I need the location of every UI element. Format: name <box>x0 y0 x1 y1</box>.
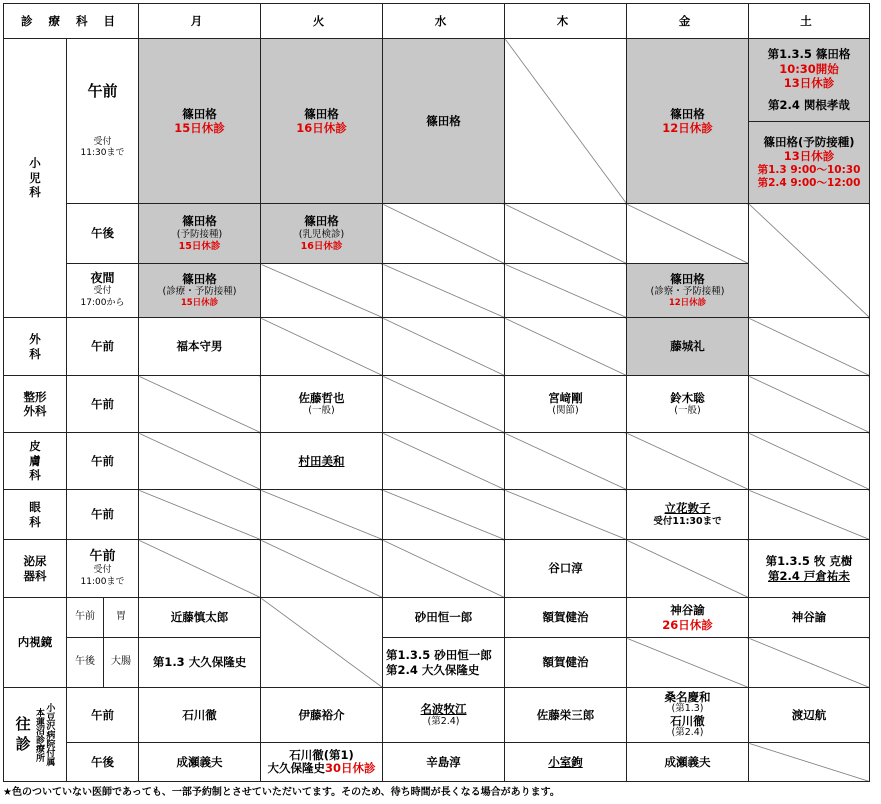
slot-eye-am: 午前 <box>67 490 139 540</box>
endo-pm-sat-empty <box>749 638 870 688</box>
ped-night-wed-empty <box>383 264 505 318</box>
dept-endo: 内視鏡 <box>4 598 67 688</box>
home-am-fri: 桑名慶和 (第1.3) 石川徹 (第2.4) <box>627 688 749 743</box>
home-am-wed: 名波牧江 (第2.4) <box>383 688 505 743</box>
ortho-mon-empty <box>139 376 261 433</box>
eye-thu-empty <box>505 490 627 540</box>
derma-mon-empty <box>139 433 261 490</box>
ped-pm-sat-empty <box>749 204 870 318</box>
ortho-thu: 宮﨑剛 (関節) <box>505 376 627 433</box>
slot-home-am: 午前 <box>67 688 139 743</box>
slot-ortho-am: 午前 <box>67 376 139 433</box>
ped-am-wed: 篠田格 <box>383 39 505 204</box>
endo-tue-empty <box>261 598 383 688</box>
home-pm-sat-empty <box>749 743 870 782</box>
ped-night-thu-empty <box>505 264 627 318</box>
ped-night-tue-empty <box>261 264 383 318</box>
dept-uro: 泌尿 器科 <box>4 540 67 598</box>
ped-am-fri: 篠田格 12日休診 <box>627 39 749 204</box>
endo-am-fri: 神谷諭 26日休診 <box>627 598 749 638</box>
derma-thu-empty <box>505 433 627 490</box>
uro-fri-empty <box>627 540 749 598</box>
endo-pm-mon: 第1.3 大久保隆史 <box>139 638 261 688</box>
home-am-thu: 佐藤栄三郎 <box>505 688 627 743</box>
surgery-mon: 福本守男 <box>139 318 261 376</box>
slot-surgery-am: 午前 <box>67 318 139 376</box>
slot-pediatrics-am: 午前 受付 11:30まで <box>67 39 139 204</box>
endo-am-sat: 神谷諭 <box>749 598 870 638</box>
ped-am-thu-empty <box>505 39 627 204</box>
slot-uro-am: 午前 受付 11:00まで <box>67 540 139 598</box>
ped-pm-tue: 篠田格 (乳児検診) 16日休診 <box>261 204 383 264</box>
ped-night-fri: 篠田格 (診察・予防接種) 12日休診 <box>627 264 749 318</box>
surgery-fri: 藤城礼 <box>627 318 749 376</box>
dept-ortho: 整形 外科 <box>4 376 67 433</box>
home-pm-mon: 成瀬義夫 <box>139 743 261 782</box>
ped-pm-wed-empty <box>383 204 505 264</box>
endo-am-thu: 額賀健治 <box>505 598 627 638</box>
home-pm-fri: 成瀬義夫 <box>627 743 749 782</box>
ortho-sat-empty <box>749 376 870 433</box>
endo-pm-thu: 額賀健治 <box>505 638 627 688</box>
eye-tue-empty <box>261 490 383 540</box>
slot-derma-am: 午前 <box>67 433 139 490</box>
slot-home-pm: 午後 <box>67 743 139 782</box>
home-clinic: 小豆沢病院付属 本蓮沼診療所 <box>34 703 55 766</box>
schedule-table <box>3 3 870 782</box>
dept-pediatrics: 小 児 科 <box>4 39 67 318</box>
ped-am-tue: 篠田格 16日休診 <box>261 39 383 204</box>
slot-endo-am: 午前 <box>67 598 104 638</box>
derma-sat-empty <box>749 433 870 490</box>
slot-pediatrics-night: 夜間 受付 17:00から <box>67 264 139 318</box>
eye-fri: 立花敦子 受付11:30まで <box>627 490 749 540</box>
dept-header: 診 療 科 目 <box>4 4 139 39</box>
ped-pm-mon: 篠田格 (予防接種) 15日休診 <box>139 204 261 264</box>
home-pm-tue: 石川徹(第1) 大久保隆史30日休診 <box>261 743 383 782</box>
uro-sat: 第1.3.5 牧 克樹 第2.4 戸倉祐未 <box>749 540 870 598</box>
ped-am-sat-top: 第1.3.5 篠田格 10:30開始 13日休診 第2.4 関根孝哉 <box>749 39 870 122</box>
home-am-sat: 渡辺航 <box>749 688 870 743</box>
day-wed: 水 <box>383 4 505 39</box>
derma-wed-empty <box>383 433 505 490</box>
endo-am-wed: 砂田恒一郎 <box>383 598 505 638</box>
eye-mon-empty <box>139 490 261 540</box>
organ-endo-am: 胃 <box>104 598 139 638</box>
day-sat: 土 <box>749 4 870 39</box>
ped-pm-fri-empty <box>627 204 749 264</box>
surgery-sat-empty <box>749 318 870 376</box>
uro-thu: 谷口淳 <box>505 540 627 598</box>
slot-pediatrics-pm: 午後 <box>67 204 139 264</box>
dept-home <box>4 688 67 782</box>
endo-am-mon: 近藤慎太郎 <box>139 598 261 638</box>
eye-wed-empty <box>383 490 505 540</box>
ortho-wed-empty <box>383 376 505 433</box>
ped-am-mon: 篠田格 15日休診 <box>139 39 261 204</box>
ped-night-mon: 篠田格 (診療・予防接種) 15日休診 <box>139 264 261 318</box>
ortho-fri: 鈴木聡 (一般) <box>627 376 749 433</box>
home-pm-wed: 辛島淳 <box>383 743 505 782</box>
slot-endo-pm: 午後 <box>67 638 104 688</box>
footnote: ★色のついていない医師であっても、一部予約制とさせていただいてます。そのため、待ち時間が長くなる場合があります。 <box>3 787 560 798</box>
ped-am-sat-bottom: 篠田格(予防接種) 13日休診 第1.3 9:00～10:30 第2.4 9:00～12:00 <box>749 122 870 204</box>
eye-sat-empty <box>749 490 870 540</box>
header-row <box>4 4 870 39</box>
dept-derma: 皮 膚 科 <box>4 433 67 490</box>
day-mon: 月 <box>139 4 261 39</box>
ped-pm-thu-empty <box>505 204 627 264</box>
surgery-tue-empty <box>261 318 383 376</box>
derma-tue: 村田美和 <box>261 433 383 490</box>
home-title: 往 診 <box>15 715 31 753</box>
uro-tue-empty <box>261 540 383 598</box>
ortho-tue: 佐藤哲也 (一般) <box>261 376 383 433</box>
uro-wed-empty <box>383 540 505 598</box>
surgery-thu-empty <box>505 318 627 376</box>
home-pm-thu: 小室鉤 <box>505 743 627 782</box>
home-am-tue: 伊藤裕介 <box>261 688 383 743</box>
dept-surgery: 外 科 <box>4 318 67 376</box>
endo-pm-fri-empty <box>627 638 749 688</box>
dept-eye: 眼 科 <box>4 490 67 540</box>
derma-fri-empty <box>627 433 749 490</box>
organ-endo-pm: 大腸 <box>104 638 139 688</box>
day-tue: 火 <box>261 4 383 39</box>
endo-pm-wed: 第1.3.5 砂田恒一郎 第2.4 大久保隆史 <box>383 638 505 688</box>
day-fri: 金 <box>627 4 749 39</box>
day-thu: 木 <box>505 4 627 39</box>
uro-mon-empty <box>139 540 261 598</box>
surgery-wed-empty <box>383 318 505 376</box>
home-am-mon: 石川徹 <box>139 688 261 743</box>
